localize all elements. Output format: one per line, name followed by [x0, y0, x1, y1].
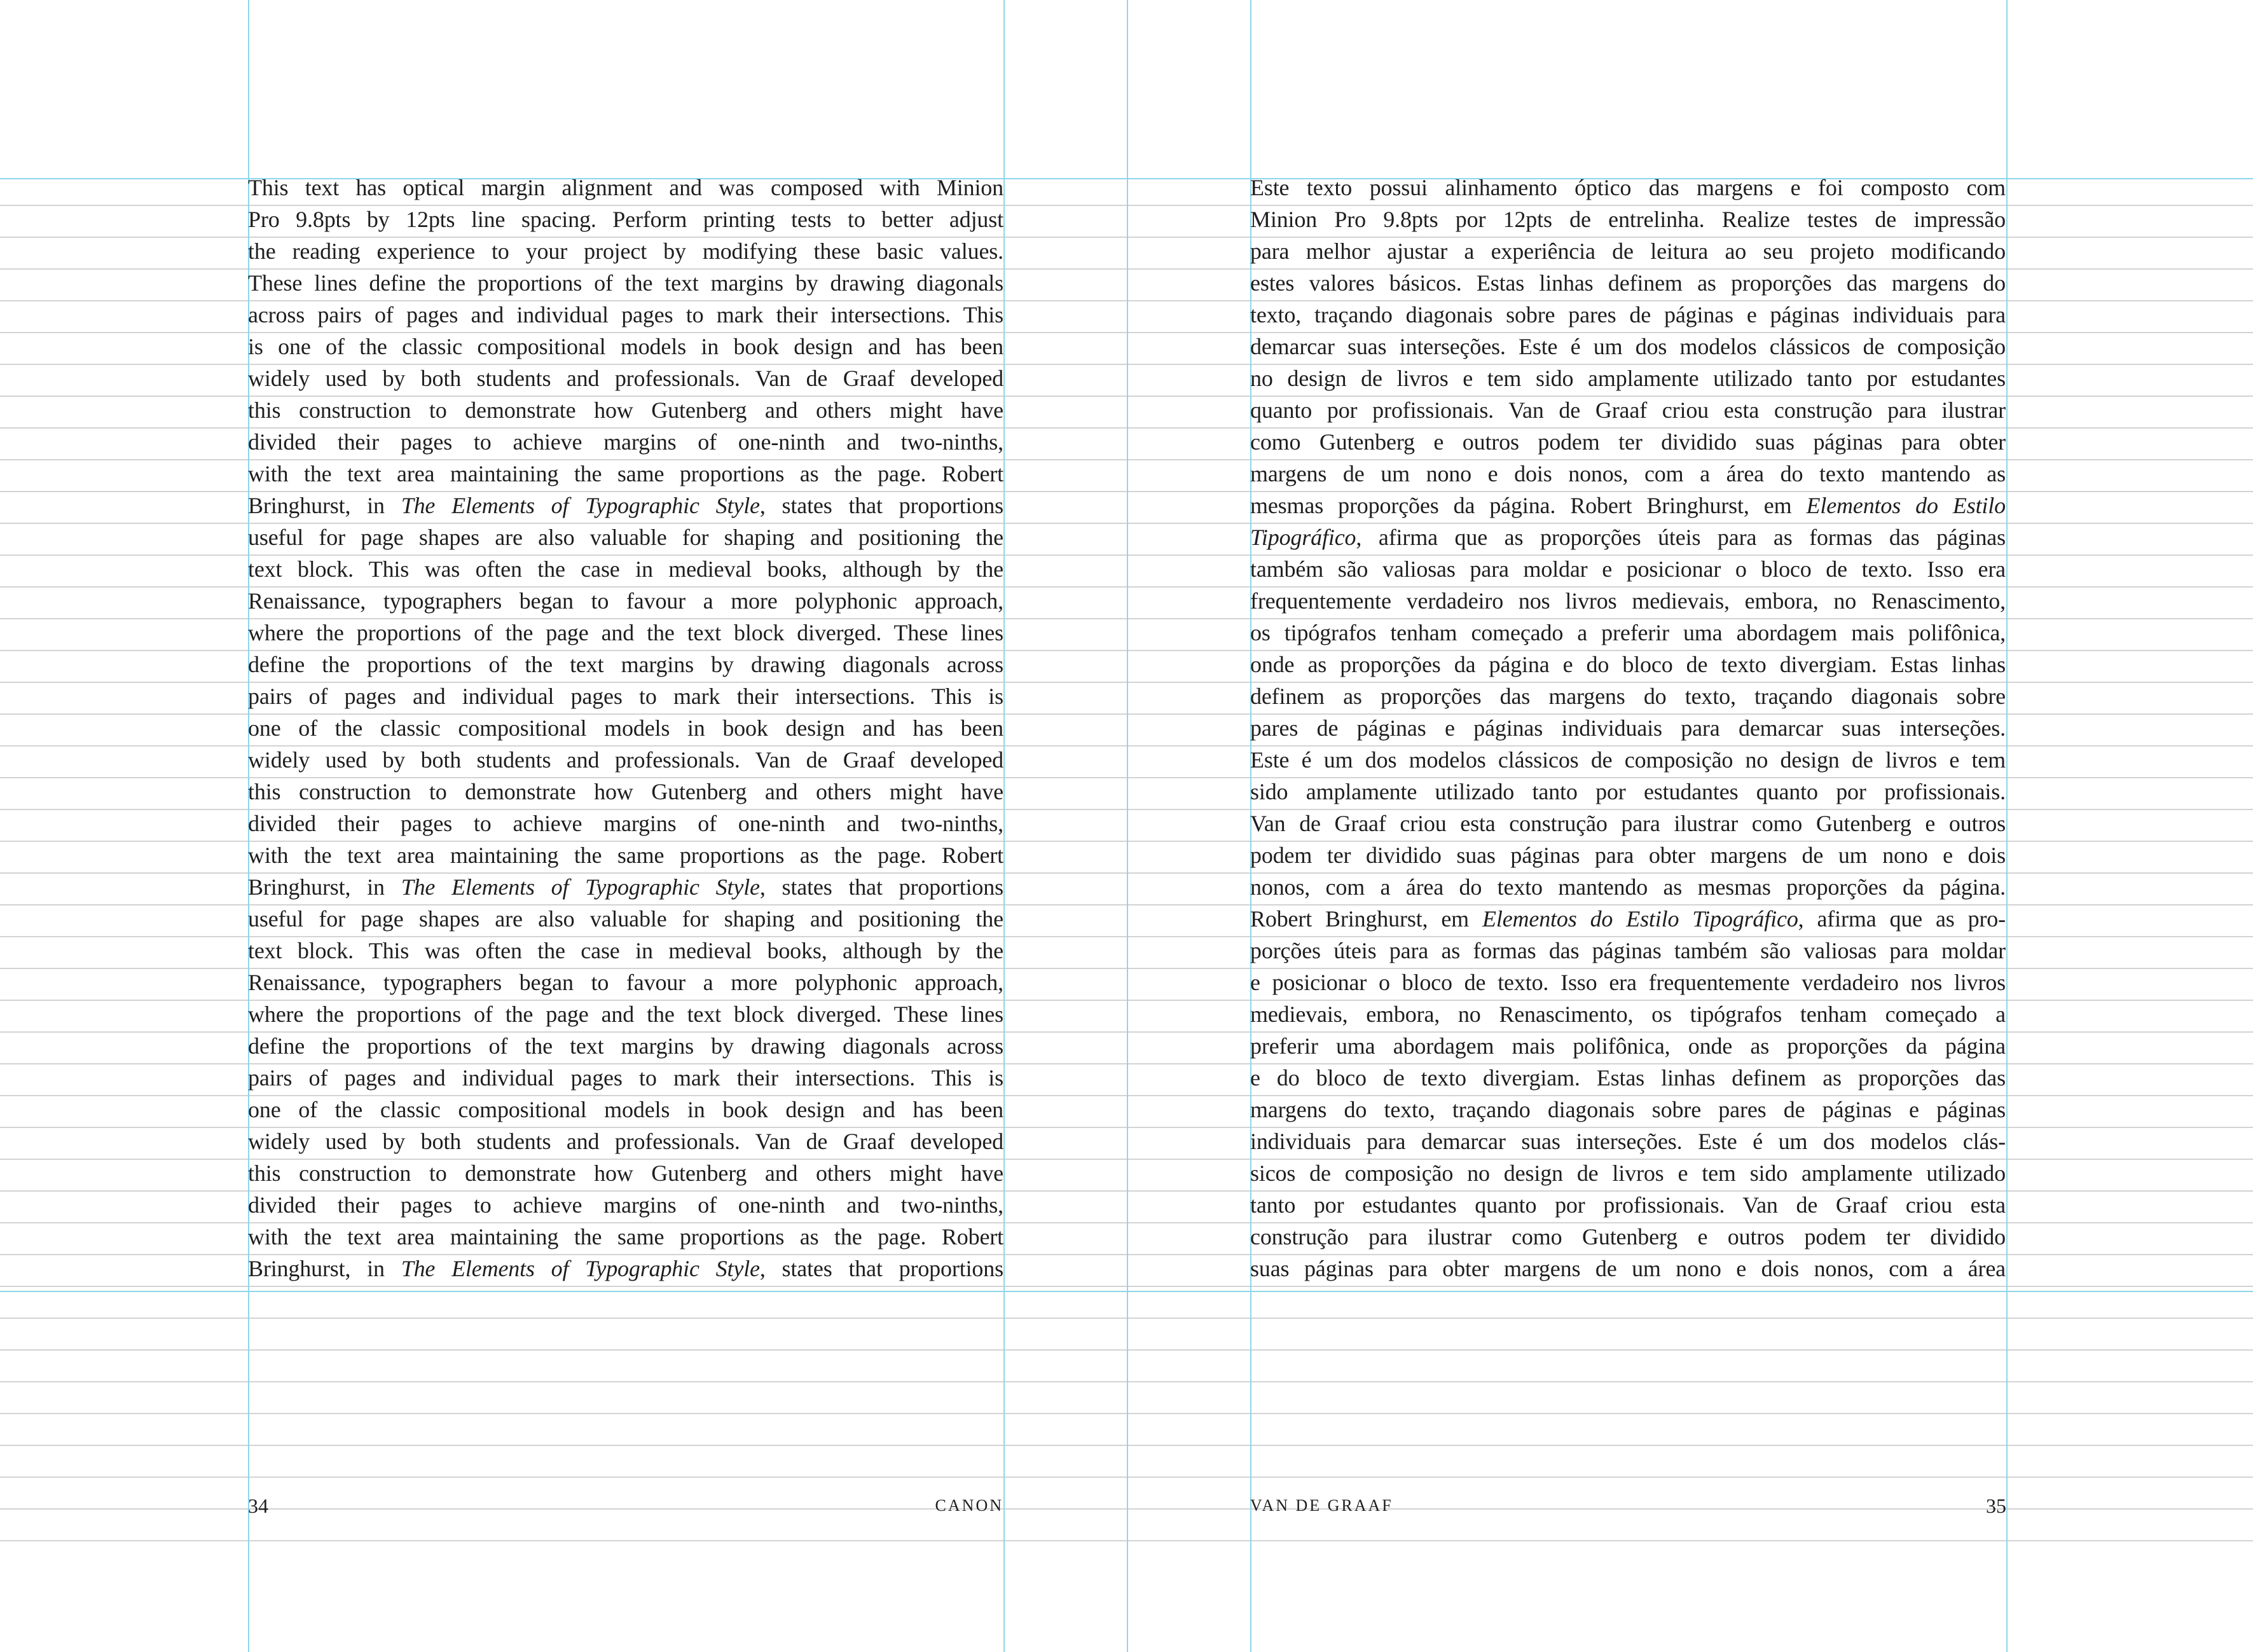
- text-line: useful for page shapes are also valuable for shaping and positioning the: [248, 906, 1003, 932]
- text-line: podem ter dividido suas páginas para obter margens de um nono e dois: [1250, 843, 2006, 868]
- margin-guide-vertical: [1127, 0, 1128, 1652]
- text-line: These lines define the proportions of the text margins by drawing diagonals: [248, 270, 1003, 296]
- text-line: tanto por estudantes quanto por profissionais. Van de Graaf criou esta: [1250, 1192, 2006, 1218]
- text-line: where the proportions of the page and the text block diverged. These lines: [248, 620, 1003, 645]
- text-line: como Gutenberg e outros podem ter dividido suas páginas para obter: [1250, 429, 2006, 455]
- text-line: frequentemente verdadeiro nos livros medievais, embora, no Renascimento,: [1250, 588, 2006, 614]
- text-line: with the text area maintaining the same proportions as the page. Robert: [248, 843, 1003, 868]
- left-page-text-block: [248, 172, 1003, 1284]
- text-line: Robert Bringhurst, em Elementos do Estilo Tipográfico, afirma que as pro-: [1250, 906, 2006, 932]
- text-line: pares de páginas e páginas individuais para demarcar suas interseções.: [1250, 715, 2006, 741]
- text-line: quanto por profissionais. Van de Graaf criou esta construção para ilustrar: [1250, 397, 2006, 423]
- text-line: demarcar suas interseções. Este é um dos modelos clássicos de composição: [1250, 334, 2006, 359]
- text-line: define the proportions of the text margins by drawing diagonals across: [248, 652, 1003, 677]
- text-line: Este texto possui alinhamento óptico das margens e foi composto com: [1250, 175, 2006, 200]
- text-line: margens de um nono e dois nonos, com a área do texto mantendo as: [1250, 461, 2006, 486]
- text-line: onde as proporções da página e do bloco de texto divergiam. Estas linhas: [1250, 652, 2006, 677]
- text-line: across pairs of pages and individual pages to mark their intersections. This: [248, 302, 1003, 327]
- text-line: Renaissance, typographers began to favour a more polyphonic approach,: [248, 970, 1003, 995]
- text-line: e do bloco de texto divergiam. Estas linhas definem as proporções das: [1250, 1065, 2006, 1091]
- text-line: This text has optical margin alignment and was composed with Minion: [248, 175, 1003, 200]
- text-line: os tipógrafos tenham começado a preferir uma abordagem mais polifônica,: [1250, 620, 2006, 645]
- text-line: with the text area maintaining the same proportions as the page. Robert: [248, 1224, 1003, 1249]
- text-line: widely used by both students and professionals. Van de Graaf developed: [248, 747, 1003, 773]
- text-line: nonos, com a área do texto mantendo as mesmas proporções da página.: [1250, 874, 2006, 900]
- text-line: Bringhurst, in The Elements of Typographic Style, states that proportions: [248, 874, 1003, 900]
- text-line: mesmas proporções da página. Robert Bringhurst, em Elementos do Estilo: [1250, 493, 2006, 518]
- margin-guide-vertical: [2006, 0, 2008, 1652]
- text-line: divided their pages to achieve margins of one-ninth and two-ninths,: [248, 429, 1003, 455]
- text-line: porções úteis para as formas das páginas também são valiosas para moldar: [1250, 938, 2006, 963]
- text-line: medievais, embora, no Renascimento, os tipógrafos tenham começado a: [1250, 1002, 2006, 1027]
- text-line: text block. This was often the case in medieval books, although by the: [248, 556, 1003, 582]
- text-line: the reading experience to your project by modifying these basic values.: [248, 238, 1003, 264]
- text-line: divided their pages to achieve margins of one-ninth and two-ninths,: [248, 1192, 1003, 1218]
- text-line: individuais para demarcar suas interseções. Este é um dos modelos clás-: [1250, 1129, 2006, 1154]
- text-line: widely used by both students and professionals. Van de Graaf developed: [248, 366, 1003, 391]
- text-line: e posicionar o bloco de texto. Isso era frequentemente verdadeiro nos livros: [1250, 970, 2006, 995]
- text-line: Minion Pro 9.8pts por 12pts de entrelinha. Realize testes de impressão: [1250, 207, 2006, 232]
- text-line: widely used by both students and professionals. Van de Graaf developed: [248, 1129, 1003, 1154]
- text-line: definem as proporções das margens do texto, traçando diagonais sobre: [1250, 684, 2006, 709]
- text-line: define the proportions of the text margins by drawing diagonals across: [248, 1033, 1003, 1059]
- right-page-number: 35: [1986, 1494, 2006, 1517]
- text-line: para melhor ajustar a experiência de leitura ao seu projeto modificando: [1250, 238, 2006, 264]
- text-line: this construction to demonstrate how Gutenberg and others might have: [248, 1160, 1003, 1186]
- text-line: também são valiosas para moldar e posicionar o bloco de texto. Isso era: [1250, 556, 2006, 582]
- text-line: Tipográfico, afirma que as proporções úteis para as formas das páginas: [1250, 525, 2006, 550]
- text-line: one of the classic compositional models in book design and has been: [248, 1097, 1003, 1122]
- text-line: Este é um dos modelos clássicos de composição no design de livros e tem: [1250, 747, 2006, 773]
- text-line: where the proportions of the page and the text block diverged. These lines: [248, 1002, 1003, 1027]
- text-line: Van de Graaf criou esta construção para ilustrar como Gutenberg e outros: [1250, 811, 2006, 836]
- text-line: Renaissance, typographers began to favour a more polyphonic approach,: [248, 588, 1003, 614]
- text-line: margens do texto, traçando diagonais sobre pares de páginas e páginas: [1250, 1097, 2006, 1122]
- text-line: sido amplamente utilizado tanto por estudantes quanto por profissionais.: [1250, 779, 2006, 804]
- right-page-text-block: [1250, 172, 2006, 1284]
- text-line: Bringhurst, in The Elements of Typographic Style, states that proportions: [248, 1256, 1003, 1281]
- text-line: divided their pages to achieve margins of one-ninth and two-ninths,: [248, 811, 1003, 836]
- text-line: suas páginas para obter margens de um nono e dois nonos, com a área: [1250, 1256, 2006, 1281]
- right-running-head: VAN DE GRAAF: [1250, 1496, 1393, 1515]
- text-line: Bringhurst, in The Elements of Typographic Style, states that proportions: [248, 493, 1003, 518]
- text-line: with the text area maintaining the same proportions as the page. Robert: [248, 461, 1003, 486]
- text-line: sicos de composição no design de livros e tem sido amplamente utilizado: [1250, 1160, 2006, 1186]
- margin-guide-vertical: [1003, 0, 1005, 1652]
- text-line: no design de livros e tem sido amplamente utilizado tanto por estudantes: [1250, 366, 2006, 391]
- text-line: preferir uma abordagem mais polifônica, onde as proporções da página: [1250, 1033, 2006, 1059]
- left-running-head: CANON: [935, 1496, 1003, 1515]
- text-line: one of the classic compositional models in book design and has been: [248, 715, 1003, 741]
- text-line: this construction to demonstrate how Gutenberg and others might have: [248, 779, 1003, 804]
- text-line: construção para ilustrar como Gutenberg e outros podem ter dividido: [1250, 1224, 2006, 1249]
- text-line: pairs of pages and individual pages to mark their intersections. This is: [248, 684, 1003, 709]
- left-page-number: 34: [248, 1494, 268, 1517]
- text-line: useful for page shapes are also valuable for shaping and positioning the: [248, 525, 1003, 550]
- text-line: Pro 9.8pts by 12pts line spacing. Perform printing tests to better adjust: [248, 207, 1003, 232]
- text-line: estes valores básicos. Estas linhas definem as proporções das margens do: [1250, 270, 2006, 296]
- text-line: texto, traçando diagonais sobre pares de páginas e páginas individuais para: [1250, 302, 2006, 327]
- text-line: pairs of pages and individual pages to mark their intersections. This is: [248, 1065, 1003, 1091]
- text-line: is one of the classic compositional models in book design and has been: [248, 334, 1003, 359]
- text-line: this construction to demonstrate how Gutenberg and others might have: [248, 397, 1003, 423]
- text-line: text block. This was often the case in medieval books, although by the: [248, 938, 1003, 963]
